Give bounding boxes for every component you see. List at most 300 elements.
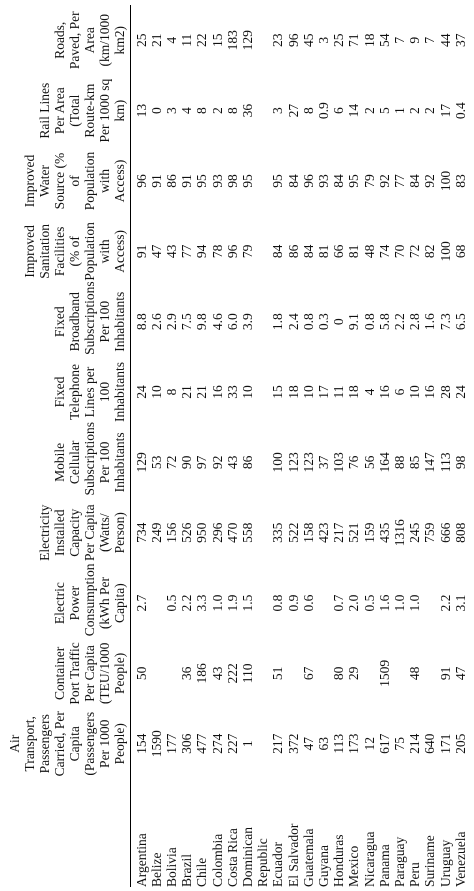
value-cell: 222 bbox=[224, 663, 240, 684]
value-cell: 68 bbox=[452, 244, 468, 259]
value-cell: 70 bbox=[391, 244, 407, 259]
value-cell: 66 bbox=[331, 244, 347, 259]
value-cell: 24 bbox=[133, 385, 149, 399]
value-cell: 154 bbox=[133, 733, 149, 754]
value-cell: 0.4 bbox=[452, 102, 468, 120]
country-cell: Chile bbox=[194, 857, 210, 887]
value-cell: 183 bbox=[224, 30, 240, 51]
value-cell: 8 bbox=[300, 107, 316, 115]
value-cell: 76 bbox=[346, 455, 362, 470]
value-cell bbox=[255, 216, 270, 286]
country-cell: Dominican bbox=[239, 827, 255, 887]
country-cell: Ecuador bbox=[270, 842, 286, 887]
value-cell: 43 bbox=[163, 244, 179, 259]
value-cell: 0.8 bbox=[361, 313, 377, 331]
value-cell: 2 bbox=[361, 107, 377, 115]
value-cell: 95 bbox=[270, 174, 286, 188]
country-cell: Suriname bbox=[422, 835, 438, 887]
value-cell: 1.9 bbox=[224, 594, 240, 612]
value-cell: 83 bbox=[452, 174, 468, 188]
value-cell: 1 bbox=[391, 107, 407, 115]
value-cell bbox=[316, 638, 331, 708]
value-cell: 2.4 bbox=[285, 313, 301, 331]
value-cell: 296 bbox=[209, 522, 225, 543]
value-cell: 0 bbox=[331, 318, 347, 326]
value-cell: 29 bbox=[346, 666, 362, 681]
value-cell: 56 bbox=[361, 455, 377, 470]
column-header: Fixed Telephone Lines per 100 Inhabitants bbox=[2, 357, 130, 427]
value-cell: 48 bbox=[361, 244, 377, 259]
table-row bbox=[422, 5, 437, 887]
value-cell: 3 bbox=[270, 107, 286, 115]
value-cell: 1.0 bbox=[407, 594, 423, 612]
value-cell bbox=[255, 5, 270, 75]
value-cell: 84 bbox=[270, 244, 286, 259]
value-cell: 227 bbox=[224, 733, 240, 754]
value-cell: 4 bbox=[179, 107, 195, 115]
value-cell: 158 bbox=[300, 522, 316, 543]
value-cell: 80 bbox=[331, 666, 347, 681]
column-header: Fixed Broadband Subscriptions Per 100 Inhabitants bbox=[2, 287, 130, 357]
value-cell: 96 bbox=[133, 174, 149, 188]
value-cell: 617 bbox=[376, 733, 392, 754]
value-cell: 9 bbox=[407, 36, 423, 44]
value-cell: 1.0 bbox=[209, 594, 225, 612]
value-cell: 36 bbox=[179, 666, 195, 681]
value-cell: 84 bbox=[407, 174, 423, 188]
column-header: Improved Sanitation Facilities (% of Population with Access) bbox=[2, 216, 130, 286]
country-cell: Panama bbox=[376, 844, 392, 887]
value-cell: 93 bbox=[315, 174, 331, 188]
column-header: Improved Water Source (% of Population with Access) bbox=[2, 146, 130, 216]
infrastructure-table bbox=[2, 5, 468, 887]
value-cell: 147 bbox=[422, 452, 438, 473]
value-cell: 74 bbox=[376, 244, 392, 259]
value-cell: 27 bbox=[285, 103, 301, 118]
value-cell: 23 bbox=[270, 33, 286, 47]
value-cell: 95 bbox=[194, 174, 210, 188]
value-cell: 48 bbox=[407, 666, 423, 681]
table-row bbox=[210, 5, 225, 887]
column-header: Electricity Installed Capacity Per Capita (Watts/ Person) bbox=[2, 498, 130, 568]
table-row bbox=[130, 5, 149, 887]
country-cell: Peru bbox=[407, 862, 423, 887]
value-cell: 16 bbox=[209, 385, 225, 399]
value-cell: 123 bbox=[285, 452, 301, 473]
value-cell: 10 bbox=[148, 385, 164, 399]
table-row bbox=[149, 5, 164, 887]
value-cell: 808 bbox=[452, 522, 468, 543]
value-cell: 82 bbox=[422, 244, 438, 259]
value-cell: 18 bbox=[285, 385, 301, 399]
value-cell: 217 bbox=[270, 733, 286, 754]
value-cell: 2.2 bbox=[179, 594, 195, 612]
country-cell: Bolivia bbox=[163, 847, 179, 887]
country-cell: Brazil bbox=[179, 854, 195, 887]
value-cell: 28 bbox=[437, 385, 453, 399]
country-cell: Paraguay bbox=[391, 836, 407, 887]
value-cell: 37 bbox=[452, 33, 468, 47]
value-cell: 100 bbox=[437, 170, 453, 192]
value-cell: 47 bbox=[300, 737, 316, 751]
value-cell: 0.6 bbox=[300, 594, 316, 612]
value-cell: 53 bbox=[148, 455, 164, 470]
value-cell: 8 bbox=[194, 107, 210, 115]
value-cell: 5.8 bbox=[376, 313, 392, 331]
value-cell: 37 bbox=[315, 455, 331, 470]
value-cell: 640 bbox=[422, 733, 438, 754]
table-row bbox=[194, 5, 209, 887]
table-row bbox=[301, 5, 316, 887]
value-cell bbox=[149, 568, 164, 638]
value-cell: 72 bbox=[407, 244, 423, 259]
value-cell: 7.3 bbox=[437, 313, 453, 331]
value-cell: 0.9 bbox=[315, 102, 331, 120]
value-cell: 0.9 bbox=[285, 594, 301, 612]
value-cell: 372 bbox=[285, 733, 301, 754]
value-cell: 18 bbox=[361, 33, 377, 47]
value-cell: 666 bbox=[437, 522, 453, 543]
value-cell bbox=[255, 427, 270, 497]
value-cell bbox=[362, 638, 377, 708]
country-cell: Uruguay bbox=[437, 839, 453, 887]
value-cell: 245 bbox=[407, 522, 423, 543]
value-cell: 1509 bbox=[376, 659, 392, 687]
country-cell: Colombia bbox=[209, 833, 225, 887]
value-cell: 186 bbox=[194, 663, 210, 684]
value-cell: 91 bbox=[437, 666, 453, 681]
table-row bbox=[346, 5, 361, 887]
value-cell: 7 bbox=[422, 36, 438, 44]
value-cell: 10 bbox=[407, 385, 423, 399]
value-cell: 4 bbox=[361, 388, 377, 396]
value-cell: 164 bbox=[376, 452, 392, 473]
value-cell: 96 bbox=[300, 174, 316, 188]
value-cell: 86 bbox=[163, 174, 179, 188]
value-cell: 470 bbox=[224, 522, 240, 543]
value-cell: 79 bbox=[239, 244, 255, 259]
value-cell: 91 bbox=[179, 174, 195, 188]
value-cell: 96 bbox=[224, 244, 240, 259]
value-cell: 78 bbox=[209, 244, 225, 259]
value-cell: 75 bbox=[391, 737, 407, 751]
value-cell: 0.7 bbox=[331, 594, 347, 612]
country-cell: Guyana bbox=[315, 845, 331, 887]
value-cell: 96 bbox=[285, 33, 301, 47]
value-cell: 6 bbox=[331, 107, 347, 115]
value-cell: 2.2 bbox=[391, 313, 407, 331]
column-header: Container Port Traffic Per Capita (TEU/1000 People) bbox=[2, 638, 130, 708]
value-cell: 2 bbox=[422, 107, 438, 115]
value-cell bbox=[255, 146, 270, 216]
value-cell: 16 bbox=[376, 385, 392, 399]
value-cell: 15 bbox=[270, 385, 286, 399]
value-cell: 91 bbox=[148, 174, 164, 188]
value-cell: 10 bbox=[300, 385, 316, 399]
value-cell: 71 bbox=[346, 33, 362, 47]
value-cell bbox=[255, 75, 270, 145]
country-cell: Belize bbox=[148, 852, 164, 887]
value-cell: 92 bbox=[209, 455, 225, 470]
country-cell: Guatemala bbox=[300, 828, 316, 887]
value-cell: 88 bbox=[391, 455, 407, 470]
table-row bbox=[331, 5, 346, 887]
value-cell: 759 bbox=[422, 522, 438, 543]
column-header: Air Transport, Passengers Carried, Per Capita (Passengers Per 1000 People) bbox=[2, 709, 130, 779]
value-cell: 110 bbox=[239, 663, 255, 684]
value-cell: 1 bbox=[239, 740, 255, 748]
country-cell: Mexico bbox=[346, 845, 362, 887]
country-cell: Nicaragua bbox=[361, 831, 377, 887]
value-cell: 214 bbox=[407, 733, 423, 754]
country-cell: Costa Rica bbox=[224, 828, 240, 887]
value-cell bbox=[422, 568, 437, 638]
value-cell: 3 bbox=[163, 107, 179, 115]
table-row bbox=[179, 5, 194, 887]
value-cell: 45 bbox=[300, 33, 316, 47]
header-row bbox=[2, 5, 130, 887]
value-cell bbox=[164, 638, 179, 708]
value-cell: 43 bbox=[224, 455, 240, 470]
value-cell: 36 bbox=[239, 103, 255, 118]
value-cell: 81 bbox=[346, 244, 362, 259]
value-cell: 9.8 bbox=[194, 313, 210, 331]
value-cell: 306 bbox=[179, 733, 195, 754]
value-cell bbox=[149, 638, 164, 708]
value-cell: 92 bbox=[422, 174, 438, 188]
value-cell: 21 bbox=[194, 385, 210, 399]
value-cell: 3 bbox=[315, 36, 331, 44]
value-cell: 100 bbox=[437, 241, 453, 262]
value-cell: 13 bbox=[133, 103, 149, 118]
value-cell: 22 bbox=[194, 33, 210, 47]
value-cell: 1.8 bbox=[270, 313, 286, 331]
value-cell: 2.6 bbox=[148, 313, 164, 331]
value-cell: 12 bbox=[361, 737, 377, 751]
table-row bbox=[270, 5, 285, 887]
value-cell: 435 bbox=[376, 522, 392, 543]
value-cell: 92 bbox=[376, 174, 392, 188]
value-cell: 0 bbox=[148, 107, 164, 115]
value-cell: 67 bbox=[300, 666, 316, 681]
country-cell: Venezuela bbox=[452, 831, 468, 887]
value-cell: 95 bbox=[346, 174, 362, 188]
value-cell bbox=[316, 568, 331, 638]
value-cell: 77 bbox=[391, 174, 407, 188]
value-cell: 1316 bbox=[391, 519, 407, 547]
value-cell: 171 bbox=[437, 733, 453, 754]
value-cell: 1.6 bbox=[422, 313, 438, 331]
value-cell: 129 bbox=[239, 30, 255, 51]
value-cell: 51 bbox=[270, 666, 286, 681]
column-header-country bbox=[2, 779, 130, 887]
value-cell: 1590 bbox=[148, 730, 164, 758]
value-cell: 0.8 bbox=[270, 594, 286, 612]
value-cell: 156 bbox=[163, 522, 179, 543]
value-cell: 93 bbox=[209, 174, 225, 188]
table-row bbox=[453, 5, 468, 887]
value-cell: 98 bbox=[452, 455, 468, 470]
value-cell: 274 bbox=[209, 733, 225, 754]
value-cell: 98 bbox=[224, 174, 240, 188]
value-cell: 21 bbox=[179, 385, 195, 399]
value-cell: 81 bbox=[315, 244, 331, 259]
table-row bbox=[362, 5, 377, 887]
value-cell: 8 bbox=[163, 388, 179, 396]
value-cell: 11 bbox=[179, 33, 195, 47]
value-cell: 521 bbox=[346, 522, 362, 543]
table-row bbox=[240, 5, 255, 887]
value-cell: 2 bbox=[407, 107, 423, 115]
value-cell: 100 bbox=[270, 452, 286, 473]
value-cell: 177 bbox=[163, 733, 179, 754]
value-cell bbox=[255, 709, 270, 779]
table-body bbox=[130, 5, 468, 887]
value-cell: 63 bbox=[315, 737, 331, 751]
value-cell: 77 bbox=[179, 244, 195, 259]
value-cell: 72 bbox=[163, 455, 179, 470]
value-cell: 97 bbox=[194, 455, 210, 470]
value-cell: 95 bbox=[239, 174, 255, 188]
value-cell: 103 bbox=[331, 452, 347, 473]
value-cell: 0.5 bbox=[361, 594, 377, 612]
value-cell: 734 bbox=[133, 522, 149, 543]
value-cell: 14 bbox=[346, 103, 362, 118]
value-cell: 6.0 bbox=[224, 313, 240, 331]
value-cell: 0.8 bbox=[300, 313, 316, 331]
value-cell: 3.3 bbox=[194, 594, 210, 612]
column-header: Electric Power Consumption (kWh Per Capita) bbox=[2, 568, 130, 638]
value-cell: 4 bbox=[163, 36, 179, 44]
value-cell: 17 bbox=[437, 103, 453, 118]
value-cell: 526 bbox=[179, 522, 195, 543]
value-cell: 522 bbox=[285, 522, 301, 543]
value-cell bbox=[255, 287, 270, 357]
value-cell: 1.5 bbox=[239, 594, 255, 612]
country-cell: Argentina bbox=[133, 833, 149, 887]
value-cell: 2.7 bbox=[133, 594, 149, 612]
value-cell: 50 bbox=[133, 666, 149, 681]
value-cell: 18 bbox=[346, 385, 362, 399]
value-cell: 3.1 bbox=[452, 594, 468, 612]
value-cell: 25 bbox=[133, 33, 149, 47]
value-cell bbox=[392, 638, 407, 708]
value-cell: 558 bbox=[239, 522, 255, 543]
value-cell: 84 bbox=[331, 174, 347, 188]
value-cell: 15 bbox=[209, 33, 225, 47]
value-cell: 84 bbox=[285, 174, 301, 188]
value-cell bbox=[255, 638, 270, 708]
value-cell: 2.2 bbox=[437, 594, 453, 612]
table-row bbox=[255, 5, 270, 887]
value-cell: 2.9 bbox=[163, 313, 179, 331]
value-cell: 8.8 bbox=[133, 313, 149, 331]
value-cell: 6 bbox=[391, 388, 407, 396]
value-cell: 91 bbox=[133, 244, 149, 259]
value-cell: 2.8 bbox=[407, 313, 423, 331]
country-cell: Republic bbox=[255, 838, 271, 887]
value-cell: 9.1 bbox=[346, 313, 362, 331]
value-cell: 477 bbox=[194, 733, 210, 754]
value-cell: 1.6 bbox=[376, 594, 392, 612]
value-cell: 205 bbox=[452, 733, 468, 754]
table-row bbox=[316, 5, 331, 887]
table-row bbox=[377, 5, 392, 887]
value-cell: 94 bbox=[194, 244, 210, 259]
value-cell: 10 bbox=[239, 385, 255, 399]
value-cell: 33 bbox=[224, 385, 240, 399]
value-cell: 8 bbox=[224, 107, 240, 115]
value-cell: 7.5 bbox=[179, 313, 195, 331]
value-cell: 423 bbox=[315, 522, 331, 543]
value-cell: 3.9 bbox=[239, 313, 255, 331]
column-header: Mobile Cellular Subscriptions Per 100 Inhabitants bbox=[2, 427, 130, 497]
value-cell: 47 bbox=[452, 666, 468, 681]
value-cell: 24 bbox=[452, 385, 468, 399]
value-cell: 2 bbox=[209, 107, 225, 115]
table-row bbox=[407, 5, 422, 887]
value-cell: 90 bbox=[179, 455, 195, 470]
value-cell: 0.5 bbox=[163, 594, 179, 612]
value-cell: 173 bbox=[346, 733, 362, 754]
value-cell: 159 bbox=[361, 522, 377, 543]
value-cell: 5 bbox=[376, 107, 392, 115]
value-cell bbox=[422, 638, 437, 708]
column-header: Roads, Paved, Per Area (km/1000 km2) bbox=[2, 5, 130, 75]
table-row bbox=[286, 5, 301, 887]
value-cell bbox=[255, 568, 270, 638]
value-cell: 1.0 bbox=[391, 594, 407, 612]
value-cell: 11 bbox=[331, 385, 347, 399]
value-cell: 123 bbox=[300, 452, 316, 473]
value-cell: 86 bbox=[239, 455, 255, 470]
value-cell: 113 bbox=[437, 452, 453, 473]
value-cell: 16 bbox=[422, 385, 438, 399]
column-header: Rail Lines Per Area (Total Route-km Per 1000 sq km) bbox=[2, 75, 130, 145]
value-cell bbox=[286, 638, 301, 708]
value-cell: 2.0 bbox=[346, 594, 362, 612]
value-cell: 44 bbox=[437, 33, 453, 47]
table-row bbox=[438, 5, 453, 887]
value-cell: 86 bbox=[285, 244, 301, 259]
value-cell: 47 bbox=[148, 244, 164, 259]
table-row bbox=[164, 5, 179, 887]
value-cell bbox=[255, 498, 270, 568]
value-cell: 84 bbox=[300, 244, 316, 259]
value-cell: 113 bbox=[331, 733, 347, 754]
value-cell: 6.5 bbox=[452, 313, 468, 331]
country-cell: Honduras bbox=[331, 834, 347, 887]
value-cell: 54 bbox=[376, 33, 392, 47]
value-cell: 79 bbox=[361, 174, 377, 188]
value-cell bbox=[255, 357, 270, 427]
value-cell: 17 bbox=[315, 385, 331, 399]
value-cell: 25 bbox=[331, 33, 347, 47]
value-cell: 335 bbox=[270, 522, 286, 543]
value-cell: 43 bbox=[209, 666, 225, 681]
value-cell: 129 bbox=[133, 452, 149, 473]
value-cell: 21 bbox=[148, 33, 164, 47]
value-cell: 249 bbox=[148, 522, 164, 543]
value-cell: 950 bbox=[194, 522, 210, 543]
value-cell: 217 bbox=[331, 522, 347, 543]
value-cell: 4.6 bbox=[209, 313, 225, 331]
table-row bbox=[225, 5, 240, 887]
value-cell: 7 bbox=[391, 36, 407, 44]
table-row bbox=[392, 5, 407, 887]
value-cell: 85 bbox=[407, 455, 423, 470]
country-cell: El Salvador bbox=[285, 823, 301, 887]
